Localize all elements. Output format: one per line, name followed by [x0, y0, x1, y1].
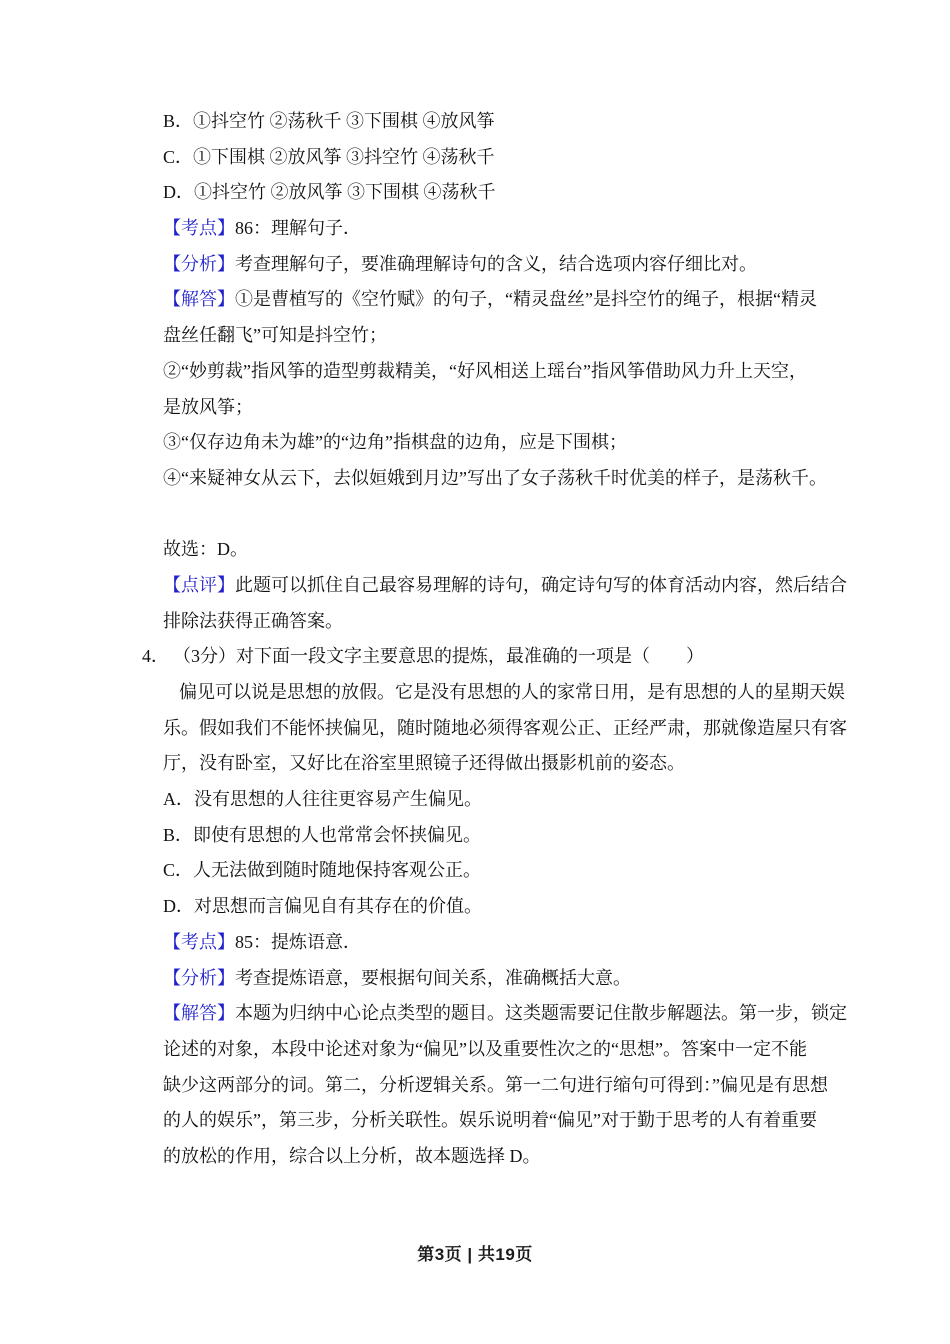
option-4d [163, 889, 950, 925]
option-3c [163, 140, 950, 176]
option-3b [163, 104, 950, 140]
answer-section-label: 【解答】 [163, 1003, 235, 1024]
page-footer: 第3页 | 共19页 [417, 1245, 533, 1264]
passage-4-line1 [179, 675, 950, 711]
answer-section-label: 【分析】 [163, 253, 235, 274]
line-text: 论述的对象，本段中论述对象为“偏见”以及重要性次之的“思想”。答案中一定不能 [163, 1038, 807, 1059]
line-text: ②“妙剪裁”指风筝的造型剪裁精美，“好风相送上瑶台”指风筝借助风力升上天空， [163, 360, 807, 381]
line-text: 本题为归纳中心论点类型的题目。这类题需要记住散步解题法。第一步，锁定 [235, 1003, 847, 1024]
line-text: 是放风筝； [163, 396, 253, 417]
answer-section-label: 【分析】 [163, 967, 235, 988]
line-text: 故选：D。 [163, 539, 248, 560]
question-number: 4． [142, 646, 169, 667]
question-4-stem [142, 639, 950, 675]
dianping-3-line1 [163, 568, 950, 604]
line-text: 的人的娱乐”，第三步，分析关联性。娱乐说明着“偏见”对于勤于思考的人有着重要 [163, 1110, 817, 1131]
line-text: 缺少这两部分的词。第二，分析逻辑关系。第一二句进行缩句可得到：”偏见是有思想 [163, 1074, 828, 1095]
kaodian-3 [163, 211, 950, 247]
line-text: 考查提炼语意，要根据句间关系，准确概括大意。 [235, 967, 631, 988]
line-text: 考查理解句子，要准确理解诗句的含义，结合选项内容仔细比对。 [235, 253, 757, 274]
line-text: A．没有思想的人往往更容易产生偏见。 [163, 789, 482, 810]
line-text: ③“仅存边角未为雄”的“边角”指棋盘的边角，应是下围棋； [163, 432, 627, 453]
answer-section-label: 【点评】 [163, 574, 235, 595]
jieda-3-line5 [163, 425, 950, 461]
line-text: ①是曹植写的《空竹赋》的句子，“精灵盘丝”是抖空竹的绳子，根据“精灵 [235, 289, 817, 310]
passage-4-line2 [163, 711, 950, 747]
jieda-4-line4 [163, 1103, 950, 1139]
line-text: 盘丝任翻飞”可知是抖空竹； [163, 325, 387, 346]
line-text: 偏见可以说是思想的放假。它是没有思想的人的家常日用，是有思想的人的星期天娱 [179, 682, 845, 702]
line-text: ④“来疑神女从云下，去似姮娥到月边”写出了女子荡秋千时优美的样子，是荡秋千。 [163, 467, 827, 488]
jieda-3-line4 [163, 390, 950, 426]
line-text: 的放松的作用，综合以上分析，故本题选择 D。 [163, 1145, 541, 1166]
option-4a [163, 782, 950, 818]
answer-section-label: 【考点】 [163, 931, 235, 952]
line-text: （3分）对下面一段文字主要意思的提炼，最准确的一项是（ ） [173, 646, 704, 667]
line-text: 此题可以抓住自己最容易理解的诗句，确定诗句写的体育活动内容，然后结合 [235, 574, 847, 595]
jieda-4-line2 [163, 1032, 950, 1068]
fenxi-3 [163, 247, 950, 283]
jieda-3-answer [163, 532, 950, 568]
kaodian-4 [163, 925, 950, 961]
spacer [163, 497, 950, 533]
passage-4-line3 [163, 746, 950, 782]
line-text: 86：理解句子． [235, 218, 361, 239]
answer-section-label: 【考点】 [163, 218, 235, 239]
jieda-3-line2 [163, 318, 950, 354]
line-text: C．①下围棋 ②放风筝 ③抖空竹 ④荡秋千 [163, 146, 495, 167]
option-4c [163, 853, 950, 889]
line-text: D．对思想而言偏见自有其存在的价值。 [163, 896, 482, 917]
jieda-3-line1 [163, 282, 950, 318]
jieda-4-line1 [163, 996, 950, 1032]
line-text: C．人无法做到随时随地保持客观公正。 [163, 860, 482, 881]
fenxi-4 [163, 961, 950, 997]
dianping-3-line2 [163, 604, 950, 640]
jieda-4-line3 [163, 1068, 950, 1104]
jieda-3-line6 [163, 461, 950, 497]
line-text: 厅，没有卧室，又好比在浴室里照镜子还得做出摄影机前的姿态。 [163, 753, 685, 774]
option-4b [163, 818, 950, 854]
jieda-4-line5 [163, 1139, 950, 1175]
option-3d [163, 175, 950, 211]
line-text: 乐。假如我们不能怀挟偏见，随时随地必须得客观公正、正经严肃，那就像造屋只有客 [163, 717, 847, 738]
line-text: B．①抖空竹 ②荡秋千 ③下围棋 ④放风筝 [163, 111, 495, 131]
line-text: 85：提炼语意． [235, 931, 361, 952]
line-text: D．①抖空竹 ②放风筝 ③下围棋 ④荡秋千 [163, 182, 496, 203]
line-text: 排除法获得正确答案。 [163, 610, 343, 631]
jieda-3-line3 [163, 354, 950, 390]
answer-section-label: 【解答】 [163, 289, 235, 310]
line-text: B．即使有思想的人也常常会怀挟偏见。 [163, 824, 482, 845]
